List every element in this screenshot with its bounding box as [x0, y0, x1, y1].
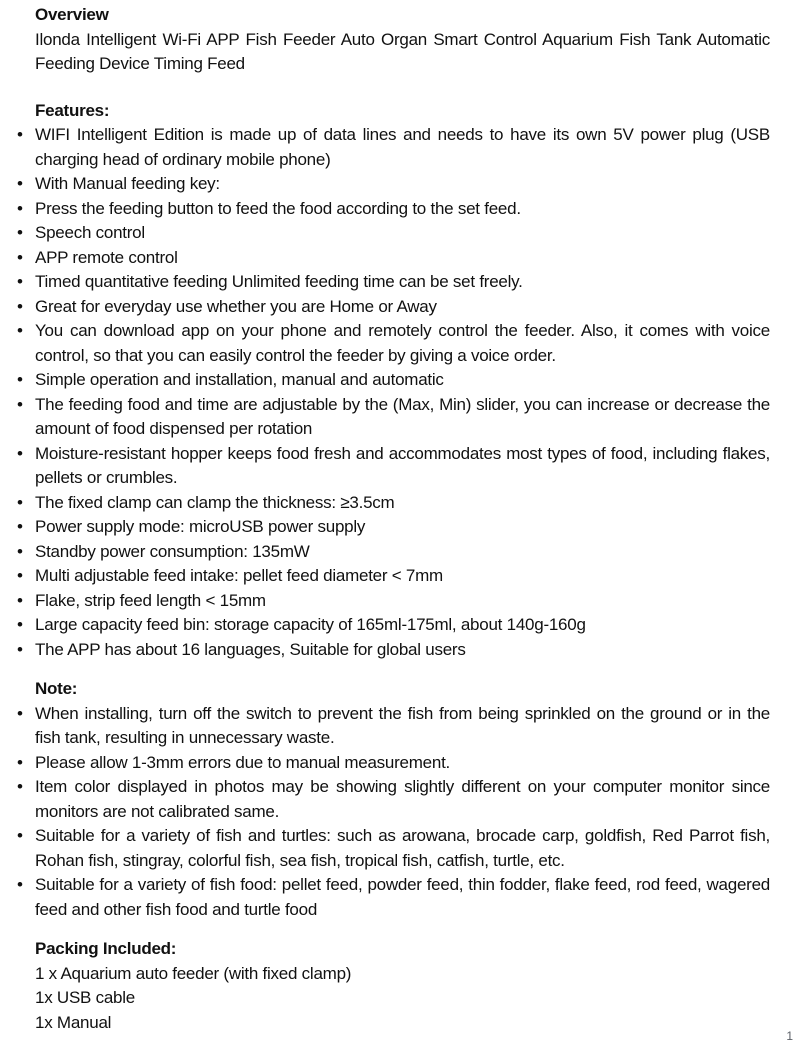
packing-item: 1x USB cable [35, 988, 135, 1007]
overview-paragraph: Ilonda Intelligent Wi-Fi APP Fish Feeder Auto Organ Smart Control Aquarium Fish Tank Automatic Feeding Device Timing Feed [35, 29, 770, 73]
feature-item: • Standby power consumption: 135mW [35, 540, 770, 565]
packing-item: 1 x Aquarium auto feeder (with fixed clamp) [35, 963, 352, 983]
feature-item: • Timed quantitative feeding Unlimited feeding time can be set freely. [35, 270, 770, 295]
feature-item: • Great for everyday use whether you are Home or Away [35, 295, 770, 320]
feature-item: • Power supply mode: microUSB power supply [35, 515, 770, 540]
feature-item: • WIFI Intelligent Edition is made up of data lines and needs to have its own 5V power plug (USB charging head of ordinary mobile phone) [35, 123, 770, 172]
notes-list [35, 702, 770, 923]
note-heading: Note: [35, 679, 78, 698]
feature-item: • Simple operation and installation, manual and automatic [35, 368, 770, 393]
features-heading: Features: [35, 100, 110, 120]
overview-heading: Overview [35, 5, 109, 24]
page-number: 1 [786, 1029, 793, 1043]
note-item: • Please allow 1-3mm errors due to manual measurement. [35, 751, 770, 776]
note-item: • When installing, turn off the switch to prevent the fish from being sprinkled on the ground or in the fish tank, resulting in unnecessary waste. [35, 702, 770, 751]
feature-item: • The fixed clamp can clamp the thickness: ≥3.5cm [35, 491, 770, 516]
feature-item: • Flake, strip feed length < 15mm [35, 589, 770, 614]
feature-item: • Press the feeding button to feed the food according to the set feed. [35, 197, 770, 222]
feature-item: • Speech control [35, 221, 770, 246]
feature-item: • Moisture-resistant hopper keeps food fresh and accommodates most types of food, including flakes, pellets or crumbles. [35, 442, 770, 491]
note-item: • Item color displayed in photos may be showing slightly different on your computer monitor since monitors are not calibrated same. [35, 775, 770, 824]
feature-item: • The feeding food and time are adjustable by the (Max, Min) slider, you can increase or decrease the amount of food dispensed per rotation [35, 393, 770, 442]
feature-item: • Large capacity feed bin: storage capacity of 165ml-175ml, about 140g-160g [35, 613, 770, 638]
packing-item: 1x Manual [35, 1012, 112, 1032]
feature-item: • Multi adjustable feed intake: pellet feed diameter < 7mm [35, 564, 770, 589]
packing-heading: Packing Included: [35, 939, 177, 958]
feature-item: • With Manual feeding key: [35, 172, 770, 197]
note-item: • Suitable for a variety of fish food: pellet feed, powder feed, thin fodder, flake feed, rod feed, wagered feed and other fish food and turtle food [35, 873, 770, 922]
feature-item: • APP remote control [35, 246, 770, 271]
feature-item: • You can download app on your phone and remotely control the feeder. Also, it comes with voice control, so that you can easily control the feeder by giving a voice order. [35, 319, 770, 368]
features-list [35, 123, 770, 662]
note-item: • Suitable for a variety of fish and turtles: such as arowana, brocade carp, goldfish, Red Parrot fish, Rohan fish, stingray, colorful fish, sea fish, tropical fish, catfish, turtle, etc. [35, 824, 770, 873]
feature-item: • The APP has about 16 languages, Suitable for global users [35, 638, 770, 663]
